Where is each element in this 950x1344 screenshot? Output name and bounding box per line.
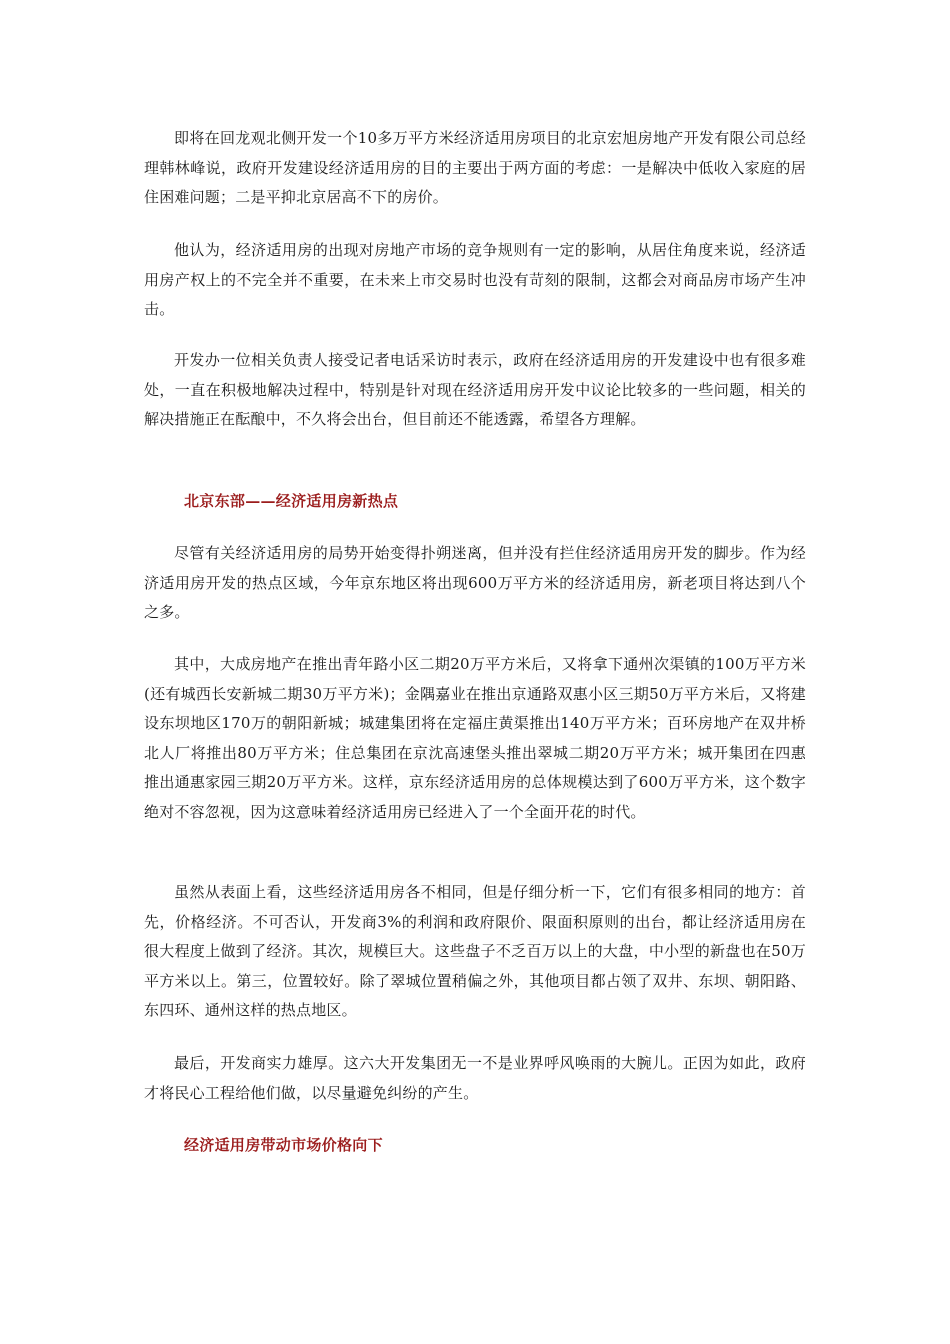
- section-heading-east-beijing: 北京东部——经济适用房新热点: [184, 492, 399, 510]
- paragraph-6: 虽然从表面上看，这些经济适用房各不相同，但是仔细分析一下，它们有很多相同的地方：首先，价格经济。不可否认，开发商3%的利润和政府限价、限面积原则的出台，都让经济适用房在很大程度上做到了经济。其次，规模巨大。这些盘子不乏百万以上的大盘，中小型的新盘也在50万平方米以上。第三，位置较好。除了翠城位置稍偏之外，其他项目都占领了双井、东坝、朝阳路、东四环、通州这样的热点地区。: [144, 883, 806, 1020]
- paragraph-5: 其中，大成房地产在推出青年路小区二期20万平方米后，又将拿下通州次渠镇的100万平方米(还有城西长安新城二期30万平方米)；金隅嘉业在推出京通路双惠小区三期50万平方米后，又将建设东坝地区170万的朝阳新城；城建集团将在定福庄黄渠推出140万平方米；百环房地产在双井桥北人厂将推出80万平方米；住总集团在京沈高速堡头推出翠城二期20万平方米；城开集团在四惠推出通惠家园三期20万平方米。这样，京东经济适用房的总体规模达到了600万平方米，这个数字绝对不容忽视，因为这意味着经济适用房已经进入了一个全面开花的时代。: [144, 655, 806, 821]
- paragraph-1: 即将在回龙观北侧开发一个10多万平方米经济适用房项目的北京宏旭房地产开发有限公司总经理韩林峰说，政府开发建设经济适用房的目的主要出于两方面的考虑：一是解决中低收入家庭的居住困难问题；二是平抑北京居高不下的房价。: [144, 129, 806, 207]
- paragraph-2: 他认为，经济适用房的出现对房地产市场的竞争规则有一定的影响，从居住角度来说，经济适用房产权上的不完全并不重要，在未来上市交易时也没有苛刻的限制，这都会对商品房市场产生冲击。: [144, 241, 806, 319]
- paragraph-3: 开发办一位相关负责人接受记者电话采访时表示，政府在经济适用房的开发建设中也有很多难处，一直在积极地解决过程中，特别是针对现在经济适用房开发中议论比较多的一些问题，相关的解决措施正在酝酿中，不久将会出台，但目前还不能透露，希望各方理解。: [144, 351, 806, 429]
- paragraph-7: 最后，开发商实力雄厚。这六大开发集团无一不是业界呼风唤雨的大腕儿。正因为如此，政府才将民心工程给他们做，以尽量避免纠纷的产生。: [144, 1054, 806, 1102]
- section-heading-market-price: 经济适用房带动市场价格向下: [184, 1136, 383, 1154]
- paragraph-4: 尽管有关经济适用房的局势开始变得扑朔迷离，但并没有拦住经济适用房开发的脚步。作为经济适用房开发的热点区域，今年京东地区将出现600万平方米的经济适用房，新老项目将达到八个之多。: [144, 544, 806, 622]
